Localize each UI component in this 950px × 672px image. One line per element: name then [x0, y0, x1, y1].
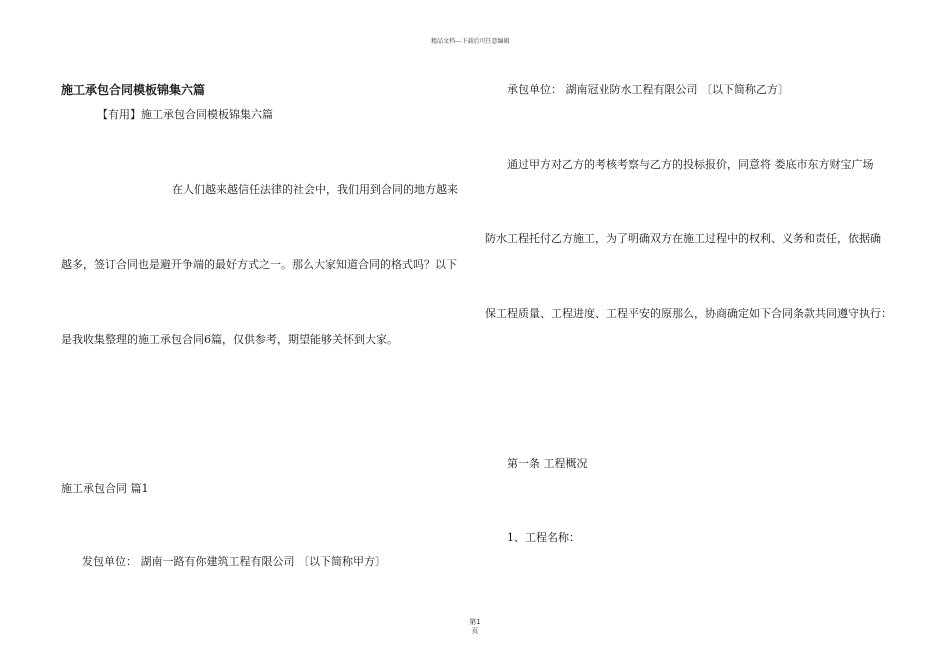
- document-subtitle: 【有用】施工承包合同模板锦集六篇: [97, 108, 273, 121]
- page-number-line-1: 第1: [469, 618, 481, 626]
- section-heading: 施工承包合同 篇1: [61, 482, 149, 495]
- intro-line-2: 越多，签订合同也是避开争端的最好方式之一。那么大家知道合同的格式吗？以下: [61, 258, 457, 271]
- intro-line-3: 是我收集整理的施工承包合同6篇，仅供参考，期望能够关怀到大家。: [61, 333, 398, 346]
- party-a-line: 发包单位： 湖南一路有你建筑工程有限公司 〔以下简称甲方〕: [82, 555, 386, 568]
- contract-para-line-1: 通过甲方对乙方的考核考察与乙方的投标报价，同意将 娄底市东方财宝广场: [507, 158, 874, 171]
- intro-line-1: 在人们越来越信任法律的社会中，我们用到合同的地方越来: [172, 183, 458, 196]
- page-number-line-2: 页: [471, 627, 479, 635]
- article-heading: 第一条 工程概况: [507, 457, 588, 470]
- party-b-line: 承包单位： 湖南冠业防水工程有限公司 〔以下简称乙方〕: [507, 83, 789, 96]
- document-title: 施工承包合同模板锦集六篇: [61, 83, 206, 97]
- page-header: 精品文档---下载后可任意编辑: [431, 38, 510, 45]
- article-item-1: 1、工程名称：: [507, 531, 580, 544]
- contract-para-line-3: 保工程质量、工程进度、工程平安的原那么，协商确定如下合同条款共同遵守执行：: [485, 307, 892, 320]
- page-number: [455, 618, 495, 636]
- contract-para-line-2: 防水工程托付乙方施工，为了明确双方在施工过程中的权利、义务和责任，依据确: [485, 232, 881, 245]
